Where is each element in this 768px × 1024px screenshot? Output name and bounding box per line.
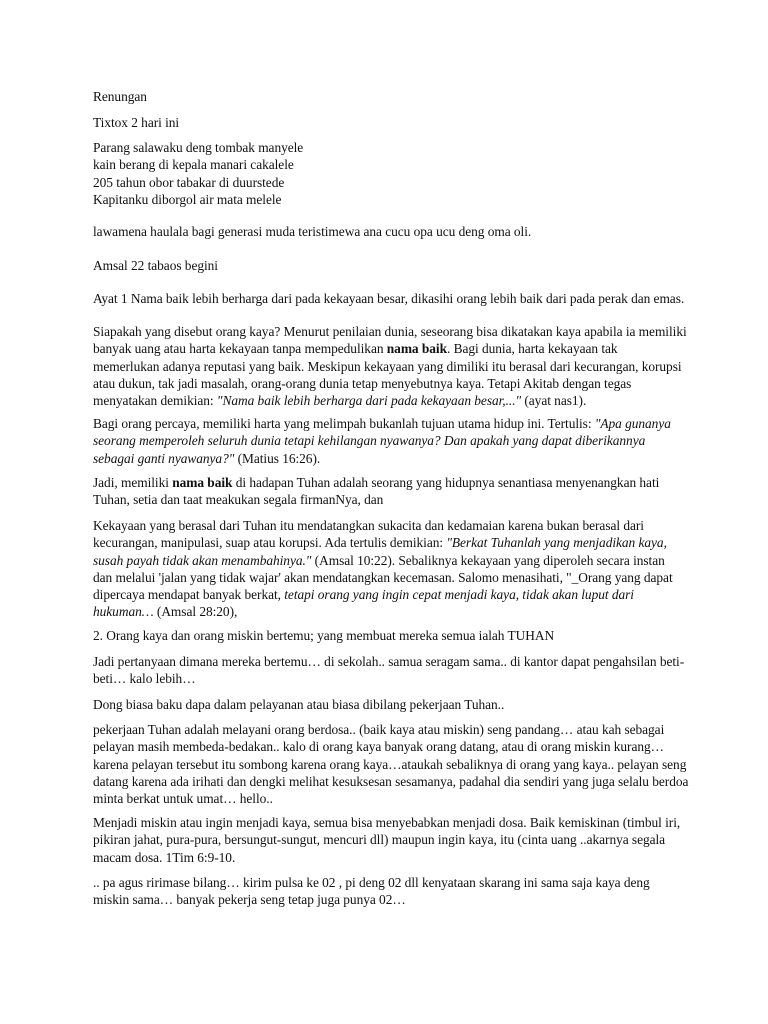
quote-text: susah payah tidak akan menambahinya." <box>93 552 312 568</box>
bold-phrase: nama baik <box>172 475 233 490</box>
kekayaan-paragraph: Kekayaan yang berasal dari Tuhan itu mendatangkan sukacita dan kedamaian karena bukan berasal dari kecurangan, manipulasi, suap atau korupsi. Ada tertulis demikian: "Berkat Tuhanlah yang menjadikan kaya, susah payah tidak akan menambahinya." (Amsal 10:22). Sebaliknya kekayaan yang diperoleh secara instan dan melalui 'jalan yang tidak wajar' akan mendatangkan kecemasan. Salomo menasihati, "_Orang yang dapat dipercaya mendapat banyak berkat, tetapi orang yang ingin cepat menjadi kaya, tidak akan luput dari hukuman… (Amsal 28:20), <box>93 518 673 620</box>
poem-line: 205 tahun obor tabakar di duurstede <box>93 174 285 190</box>
quote-text: seorang memperoleh seluruh dunia tetapi kehilangan nyawanya? Dan apakah yang dapat diberikannya <box>93 433 646 449</box>
dedication-paragraph: lawamena haulala bagi generasi muda teristimewa ana cucu opa ucu deng oma oli. <box>93 224 532 239</box>
dong-paragraph: Dong biasa baku dapa dalam pelayanan atau biasa dibilang pekerjaan Tuhan.. <box>93 697 505 712</box>
bagi-paragraph: Bagi orang percaya, memiliki harta yang melimpah bukanlah tujuan utama hidup ini. Tertulis: "Apa gunanya seorang memperoleh seluruh dunia tetapi kehilangan nyawanya? Dan apakah yang dapat diberikannya sebagai ganti nyawanya?" (Matius 16:26). <box>93 416 671 466</box>
poem-line: Parang salawaku deng tombak manyele <box>93 140 304 155</box>
poem-line: Kapitanku diborgol air mata melele <box>93 191 282 207</box>
verse-1-paragraph: Ayat 1 Nama baik lebih berharga dari pada kekayaan besar, dikasihi orang lebih baik dari pada perak dan emas. <box>93 291 685 306</box>
point-2-paragraph: 2. Orang kaya dan orang miskin bertemu; yang membuat mereka semua ialah TUHAN <box>93 628 555 643</box>
bold-phrase: nama baik <box>386 341 447 357</box>
intro-paragraph: Amsal 22 tabaos begini <box>93 258 218 273</box>
quote-text: "Nama baik lebih berharga dari pada kekayaan besar,..." <box>216 393 522 409</box>
jadi-paragraph: Jadi, memiliki nama baik di hadapan Tuhan adalah seorang yang hidupnya senantiasa menyenangkan hati Tuhan, setia dan taat meakukan segala firmanNya, dan <box>93 475 660 508</box>
quote-text: sebagai ganti nyawanya?" <box>93 450 235 466</box>
pekerjaan-paragraph: pekerjaan Tuhan adalah melayani orang berdosa.. (baik kaya atau miskin) seng pandang… atau kah sebagai pelayan masih membeda-bedakan.. kalo di orang kaya banyak orang datang, atau di orang miskin kurang… karena pelayan tersebut itu sombong karena orang kaya…ataukah sebaliknya di orang yang kaya.. pelayan seng datang karena ada irihati dan dengki melihat kesuksesan sesamanya, padahal dia sendiri yang juga selalu berdoa minta berkat untuk umat… hello.. <box>93 722 689 807</box>
doc-subtitle: Tixtox 2 hari ini <box>93 115 180 130</box>
quote-text: "Apa gunanya <box>594 416 671 431</box>
quote-text: tetapi orang yang ingin cepat menjadi kaya, tidak akan luput dari <box>284 587 634 603</box>
quote-text: hukuman… <box>93 604 154 620</box>
poem-line: kain berang di kepala manari cakalele <box>93 157 294 173</box>
quote-text: "Berkat Tuhanlah yang menjadikan kaya, <box>446 535 667 551</box>
question-paragraph: Jadi pertanyaan dimana mereka bertemu… di sekolah.. samua seragam sama.. di kantor dapat pengahsilan beti- beti… kalo lebih… <box>93 654 685 687</box>
closing-paragraph: .. pa agus ririmase bilang… kirim pulsa ke 02 , pi deng 02 dll kenyataan skarang ini sama saja kaya deng miskin sama… banyak pekerja seng tetap juga punya 02… <box>93 875 650 908</box>
poem-stanza <box>93 139 741 208</box>
menjadi-paragraph: Menjadi miskin atau ingin menjadi kaya, semua bisa menyebabkan menjadi dosa. Baik kemiskinan (timbul iri, pikiran jahat, pura-pura, bersungut-sungut, mencuri dll) maupun ingin kaya, itu (cinta uang ..akarnya segala macam dosa. 1Tim 6:9-10. <box>93 815 681 865</box>
siapakah-paragraph: Siapakah yang disebut orang kaya? Menurut penilaian dunia, seseorang bisa dikatakan kaya apabila ia memiliki banyak uang atau harta kekayaan tanpa mempedulikan nama baik. Bagi dunia, harta kekayaan tak memerlukan adanya reputasi yang baik. Meskipun kekayaan yang dimiliki itu berasal dari kecurangan, korupsi atau dukun, tak jadi masalah, orang-orang dunia tetap menyebutnya kaya. Tetapi Akitab dengan tegas menyatakan demikian: "Nama baik lebih berharga dari pada kekayaan besar,..." (ayat nas1). <box>93 324 687 409</box>
doc-heading: Renungan <box>93 89 147 104</box>
